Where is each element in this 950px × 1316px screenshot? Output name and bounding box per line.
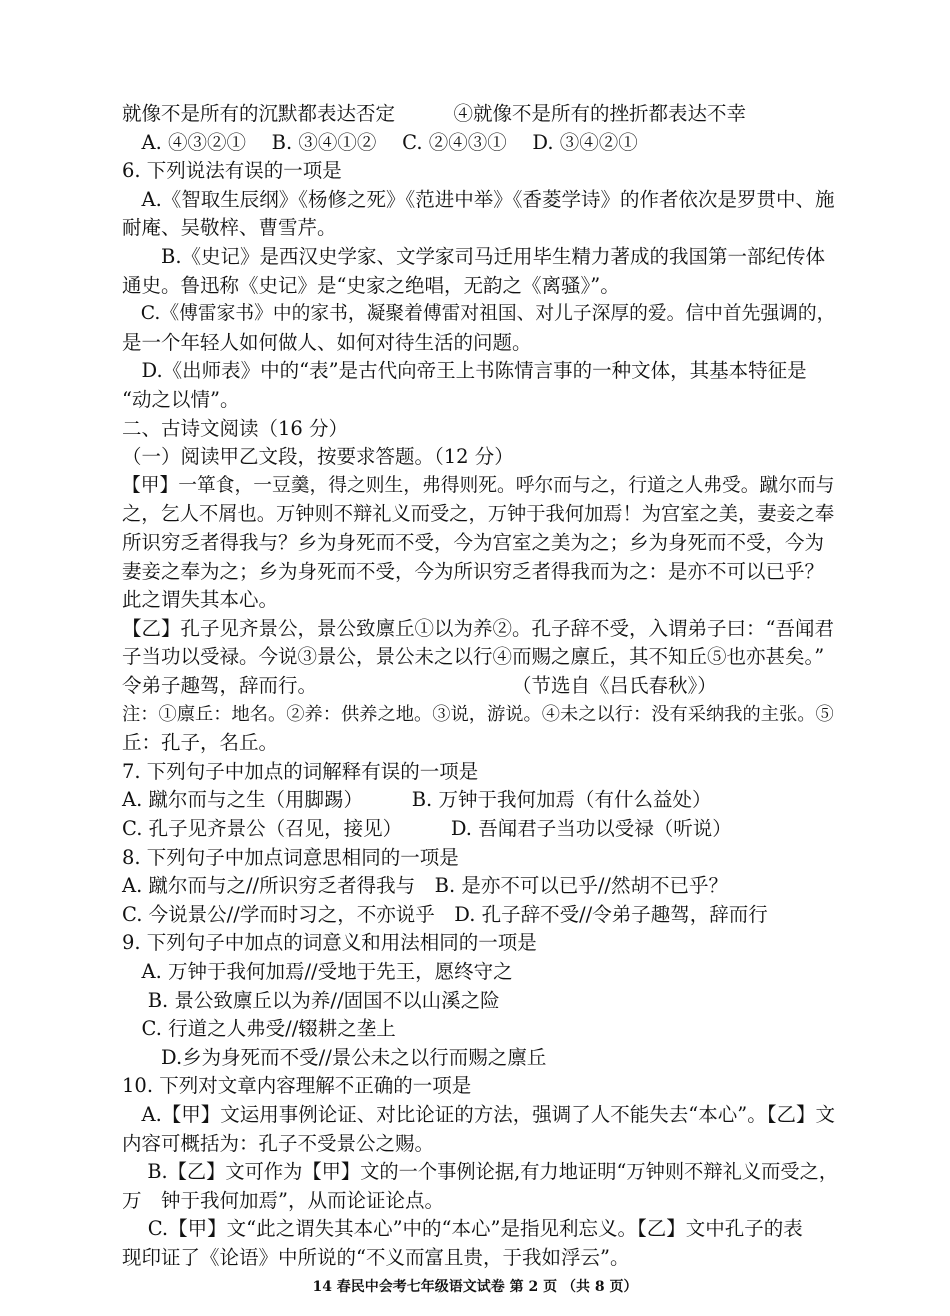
question-8-options: A. 蹴尔而与之//所识穷乏者得我与 B. 是亦不可以已乎//然胡不已乎？ xyxy=(122,874,728,898)
question-7-stem: 7. 下列句子中加点的词解释有误的一项是 xyxy=(122,759,479,783)
question-5-options: A. ④③②① B. ③④①② C. ②④③① D. ③④②① xyxy=(122,130,638,154)
annotation-notes: 丘：孔子，名丘。 xyxy=(122,731,279,755)
section-heading: 二、古诗文阅读（16 分） xyxy=(122,416,349,440)
passage-yi: 令弟子趣驾，辞而行。 （节选自《吕氏春秋》） xyxy=(122,674,717,697)
question-9-option: A. 万钟于我何加焉//受地于先王，愿终守之 xyxy=(122,960,513,983)
text-line: “动之以情”。 xyxy=(122,388,240,411)
subsection-heading: （一）阅读甲乙文段，按要求答题。（12 分） xyxy=(122,445,514,469)
question-10-option: 内容可概括为：孔子不受景公之赐。 xyxy=(122,1131,435,1155)
question-10-stem: 10. 下列对文章内容理解不正确的一项是 xyxy=(122,1074,472,1098)
text-line: B.《史记》是西汉史学家、文学家司马迁用毕生精力著成的我国第一部纪传体 xyxy=(122,245,826,268)
text-line: A.《智取生辰纲》《杨修之死》《范进中举》《香菱学诗》的作者依次是罗贯中、施 xyxy=(122,187,835,211)
question-10-option: C.【甲】文“此之谓失其本心”中的“本心”是指见利忘义。【乙】文中孔子的表 xyxy=(122,1217,803,1241)
question-10-option: B.【乙】文可作为【甲】文的一个事例论据,有力地证明“万钟则不辩礼义而受之， xyxy=(122,1160,839,1184)
question-9-option: C. 行道之人弗受//辍耕之垄上 xyxy=(122,1017,396,1041)
text-line: C.《傅雷家书》中的家书，凝聚着傅雷对祖国、对儿子深厚的爱。信中首先强调的， xyxy=(122,303,836,325)
question-10-option: 现印证了《论语》中所说的“不义而富且贵，于我如浮云”。 xyxy=(122,1246,630,1269)
text-line: 是一个年轻人如何做人、如何对待生活的问题。 xyxy=(122,330,532,354)
question-7-options: C. 孔子见齐景公（召见，接见） D. 吾闻君子当功以受禄（听说） xyxy=(122,817,732,840)
passage-jia: 【甲】一箪食，一豆羹，得之则生，弗得则死。呼尔而与之，行道之人弗受。蹴尔而与 xyxy=(122,474,835,496)
question-10-option: 万 钟于我何加焉”，从而论证论点。 xyxy=(122,1188,444,1212)
passage-jia: 此之谓失其本心。 xyxy=(122,588,279,612)
text-line: 就像不是所有的沉默都表达否定 ④就像不是所有的挫折都表达不幸 xyxy=(122,102,747,125)
question-6-stem: 6. 下列说法有误的一项是 xyxy=(122,159,342,183)
question-9-stem: 9. 下列句子中加点的词意义和用法相同的一项是 xyxy=(122,931,537,955)
text-line: 通史。鲁迅称《史记》是“史家之绝唱，无韵之《离骚》”。 xyxy=(122,273,620,297)
text-line: 耐庵、吴敬梓、曹雪芹。 xyxy=(122,216,337,240)
passage-jia: 所识穷乏者得我与？乡为身死而不受，今为宫室之美为之；乡为身死而不受，今为 xyxy=(122,531,825,554)
annotation-notes: 注：①廪丘：地名。②养：供养之地。③说，游说。④未之以行：没有采纳我的主张。⑤ xyxy=(122,703,834,725)
page-footer: 14 春民中会考七年级语文试卷 第 2 页 （共 8 页） xyxy=(312,1279,638,1295)
passage-jia: 之，乞人不屑也。万钟则不辩礼义而受之，万钟于我何加焉！为宫室之美，妻妾之奉 xyxy=(122,502,835,526)
question-9-option: B. 景公致廪丘以为养//固国不以山溪之险 xyxy=(122,988,500,1012)
question-7-options: A. 蹴尔而与之生（用脚踢） B. 万钟于我何加焉（有什么益处） xyxy=(122,788,712,812)
passage-jia: 妻妾之奉为之；乡为身死而不受，今为所识穷乏者得我而为之：是亦不可以已乎？ xyxy=(122,559,825,583)
question-9-option: D.乡为身死而不受//景公未之以行而赐之廪丘 xyxy=(122,1045,547,1069)
passage-yi: 子当功以受禄。今说③景公，景公未之以行④而赐之廪丘，其不知丘⑤也亦甚矣。” xyxy=(122,645,825,669)
text-line: D.《出师表》中的“表”是古代向帝王上书陈情言事的一种文体，其基本特征是 xyxy=(122,359,807,383)
question-8-options: C. 今说景公//学而时习之，不亦说乎 D. 孔子辞不受//令弟子趣驾，辞而行 xyxy=(122,902,768,926)
question-8-stem: 8. 下列句子中加点词意思相同的一项是 xyxy=(122,845,459,869)
question-10-option: A.【甲】文运用事例论证、对比论证的方法，强调了人不能失去“本心”。【乙】文 xyxy=(122,1103,835,1126)
passage-yi: 【乙】孔子见齐景公，景公致廪丘①以为养②。孔子辞不受，入谓弟子曰：“吾闻君 xyxy=(122,616,834,640)
